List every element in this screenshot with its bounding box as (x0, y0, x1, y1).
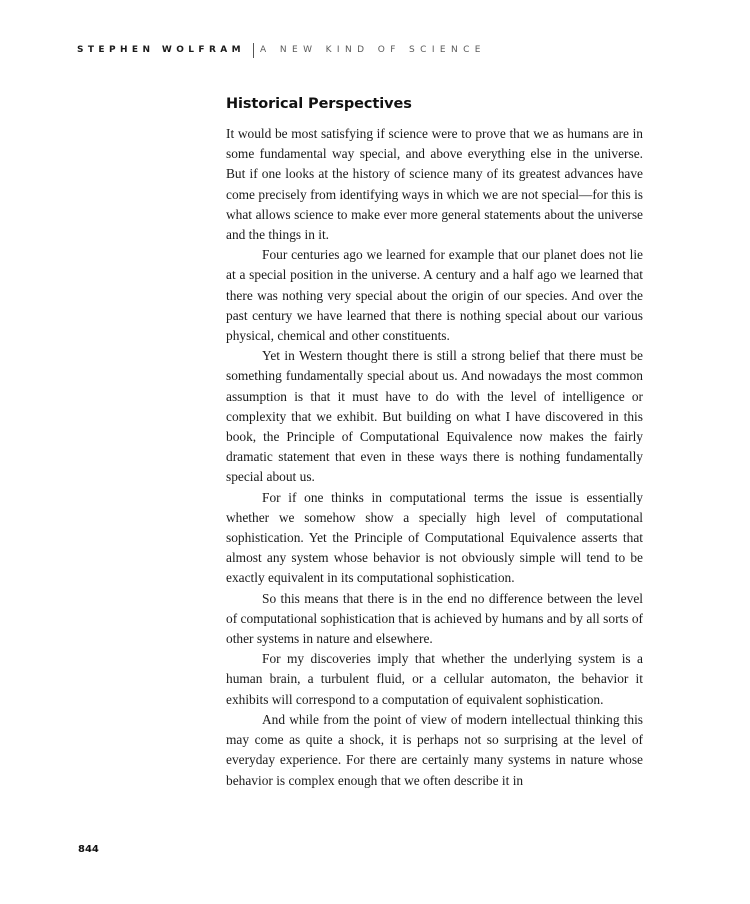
paragraph-5: So this means that there is in the end no difference between the level of computational sophistication that is achieved by humans and by all sorts of other systems in nature and elsewhere. (226, 590, 643, 647)
section-title: Historical Perspectives (226, 96, 412, 112)
body-text (226, 124, 643, 791)
running-head-author: STEPHEN WOLFRAM (77, 44, 246, 55)
paragraph-7: And while from the point of view of modern intellectual thinking this may come as quite a shock, it is perhaps not so surprising at the level of everyday experience. For there are certainly many systems in nature whose behavior is complex enough that we often describe it in (226, 711, 643, 788)
paragraph-2: Four centuries ago we learned for example that our planet does not lie at a special position in the universe. A century and a half ago we learned that there was nothing very special about the origin of our species. And over the past century we have learned that there is nothing special about our various physical, chemical and other constituents. (226, 247, 643, 344)
paragraph-4: For if one thinks in computational terms the issue is essentially whether we somehow show a specially high level of computational sophistication. Yet the Principle of Computational Equivalence asserts that almost any system whose behavior is not obviously simple will tend to be exactly equivalent in its computational sophistication. (226, 489, 643, 586)
paragraph-1: It would be most satisfying if science were to prove that we as humans are in some fundamental way special, and above everything else in the universe. But if one looks at the history of science many of its greatest advances have come precisely from identifying ways in which we are not special—for this is what allows science to make ever more general statements about the universe and the things in it. (226, 126, 643, 243)
running-head-divider (253, 43, 254, 58)
page-number: 844 (78, 844, 99, 855)
running-head (77, 42, 486, 57)
paragraph-6: For my discoveries imply that whether the underlying system is a human brain, a turbulent fluid, or a cellular automaton, the behavior it exhibits will correspond to a computation of equivalent sophistication. (226, 651, 643, 707)
paragraph-3: Yet in Western thought there is still a strong belief that there must be something fundamentally special about us. And nowadays the most common assumption is that it must have to do with the level of intelligence or complexity that we exhibit. But building on what I have discovered in this book, the Principle of Computational Equivalence now makes the fairly dramatic statement that even in these ways there is nothing fundamentally special about us. (226, 348, 643, 485)
running-head-book-title: A NEW KIND OF SCIENCE (260, 44, 486, 55)
